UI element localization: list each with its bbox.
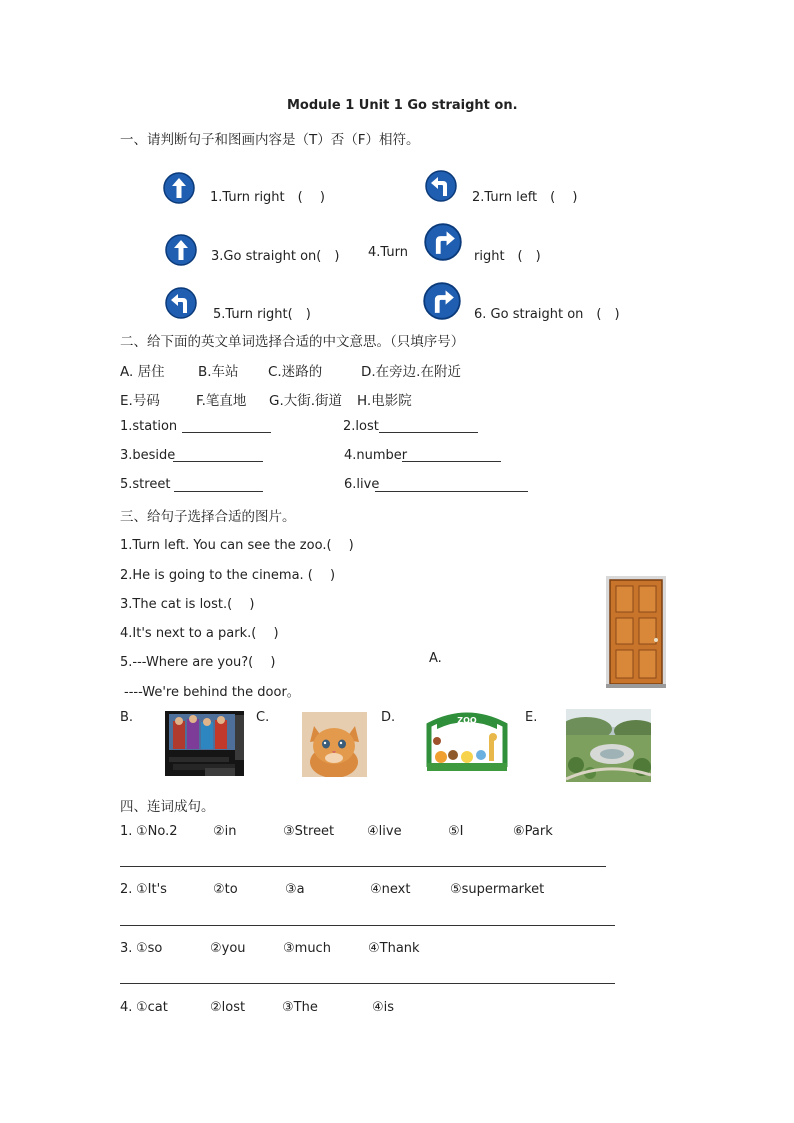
s3-sentence-3: 3.The cat is lost.( ): [120, 597, 255, 612]
label-c: C.: [256, 710, 270, 725]
s4-word: ④live: [367, 824, 402, 839]
s1-item-5: 5.Turn right( ): [213, 307, 311, 322]
s4-word: ③a: [285, 882, 305, 897]
label-e: E.: [525, 710, 538, 725]
s4-word: ②to: [213, 882, 238, 897]
left-turn-arrow-icon: [425, 170, 457, 202]
section2-heading: 二、给下面的英文单词选择合适的中文意思。（只填序号）: [120, 334, 465, 350]
option-c: C.迷路的: [268, 364, 323, 380]
s4-word: ④Thank: [368, 941, 420, 956]
option-h: H.电影院: [357, 393, 412, 409]
word-street: 5.street: [120, 477, 171, 492]
s4-word: ④next: [370, 882, 411, 897]
s1-item-4-after: right ( ): [474, 249, 541, 264]
answer-line[interactable]: [174, 491, 263, 492]
section1-heading: 一、请判断句子和图画内容是（T）否（F）相符。: [120, 132, 420, 148]
label-a: A.: [429, 651, 442, 666]
s4-word: ②in: [213, 824, 237, 839]
zoo-picture: [423, 707, 511, 773]
answer-line[interactable]: [173, 461, 263, 462]
section3-heading: 三、给句子选择合适的图片。: [120, 509, 296, 525]
s4-word: ④is: [372, 1000, 395, 1015]
kitten-picture: [302, 712, 367, 777]
s1-item-4-before: 4.Turn: [368, 245, 408, 260]
s3-sentence-4: 4.It's next to a park.( ): [120, 626, 279, 641]
option-e: E.号码: [120, 393, 160, 409]
word-live: 6.live: [344, 477, 380, 492]
s4-word: ③Street: [283, 824, 335, 839]
s4-word: ⑤I: [448, 824, 464, 839]
s3-sentence-6: ----We're behind the door。: [124, 685, 300, 700]
option-f: F.笔直地: [196, 393, 247, 409]
answer-line[interactable]: [379, 432, 478, 433]
s1-item-1: 1.Turn right ( ): [210, 190, 325, 205]
door-picture: [606, 576, 666, 688]
answer-line[interactable]: [120, 925, 615, 926]
word-lost: 2.lost: [343, 419, 379, 434]
option-b: B.车站: [198, 364, 239, 380]
cinema-picture: [165, 711, 244, 776]
straight-arrow-icon: [163, 172, 195, 204]
answer-line[interactable]: [120, 866, 606, 867]
s1-item-3: 3.Go straight on( ): [211, 249, 340, 264]
zoo-sign-text: ZOO: [457, 716, 477, 725]
answer-line[interactable]: [375, 491, 528, 492]
s4-word: ①so: [136, 941, 163, 956]
page-title: Module 1 Unit 1 Go straight on.: [287, 98, 518, 113]
s4-word: ①It's: [136, 882, 167, 897]
s4-word: ⑤supermarket: [450, 882, 545, 897]
s3-sentence-1: 1.Turn left. You can see the zoo.( ): [120, 538, 354, 553]
label-d: D.: [381, 710, 396, 725]
label-b: B.: [120, 710, 134, 725]
s1-item-2: 2.Turn left ( ): [472, 190, 578, 205]
s4-row-4-num: 4.: [120, 1000, 133, 1015]
s4-row-3-num: 3.: [120, 941, 133, 956]
s3-sentence-2: 2.He is going to the cinema. ( ): [120, 568, 336, 583]
word-number: 4.number: [344, 448, 408, 463]
s4-word: ①cat: [136, 1000, 168, 1015]
park-picture: [566, 709, 651, 782]
s4-word: ③much: [283, 941, 331, 956]
word-beside: 3.beside: [120, 448, 176, 463]
option-a: A. 居住: [120, 364, 165, 380]
right-turn-arrow-icon: [424, 223, 462, 261]
s1-item-6: 6. Go straight on ( ): [474, 307, 620, 322]
s4-row-2-num: 2.: [120, 882, 133, 897]
right-turn-arrow-icon: [423, 282, 461, 320]
word-station: 1.station: [120, 419, 178, 434]
s4-word: ③The: [282, 1000, 318, 1015]
section4-heading: 四、连词成句。: [120, 799, 215, 815]
straight-arrow-icon: [165, 234, 197, 266]
s4-word: ①No.2: [136, 824, 178, 839]
option-g: G.大街.街道: [269, 393, 343, 409]
answer-line[interactable]: [120, 983, 615, 984]
s3-sentence-5: 5.---Where are you?( ): [120, 655, 276, 670]
option-d: D.在旁边.在附近: [361, 364, 461, 380]
answer-line[interactable]: [402, 461, 501, 462]
s4-word: ②lost: [210, 1000, 246, 1015]
s4-row-1-num: 1.: [120, 824, 133, 839]
answer-line[interactable]: [182, 432, 271, 433]
s4-word: ②you: [210, 941, 246, 956]
s4-word: ⑥Park: [513, 824, 553, 839]
left-turn-arrow-icon: [165, 287, 197, 319]
